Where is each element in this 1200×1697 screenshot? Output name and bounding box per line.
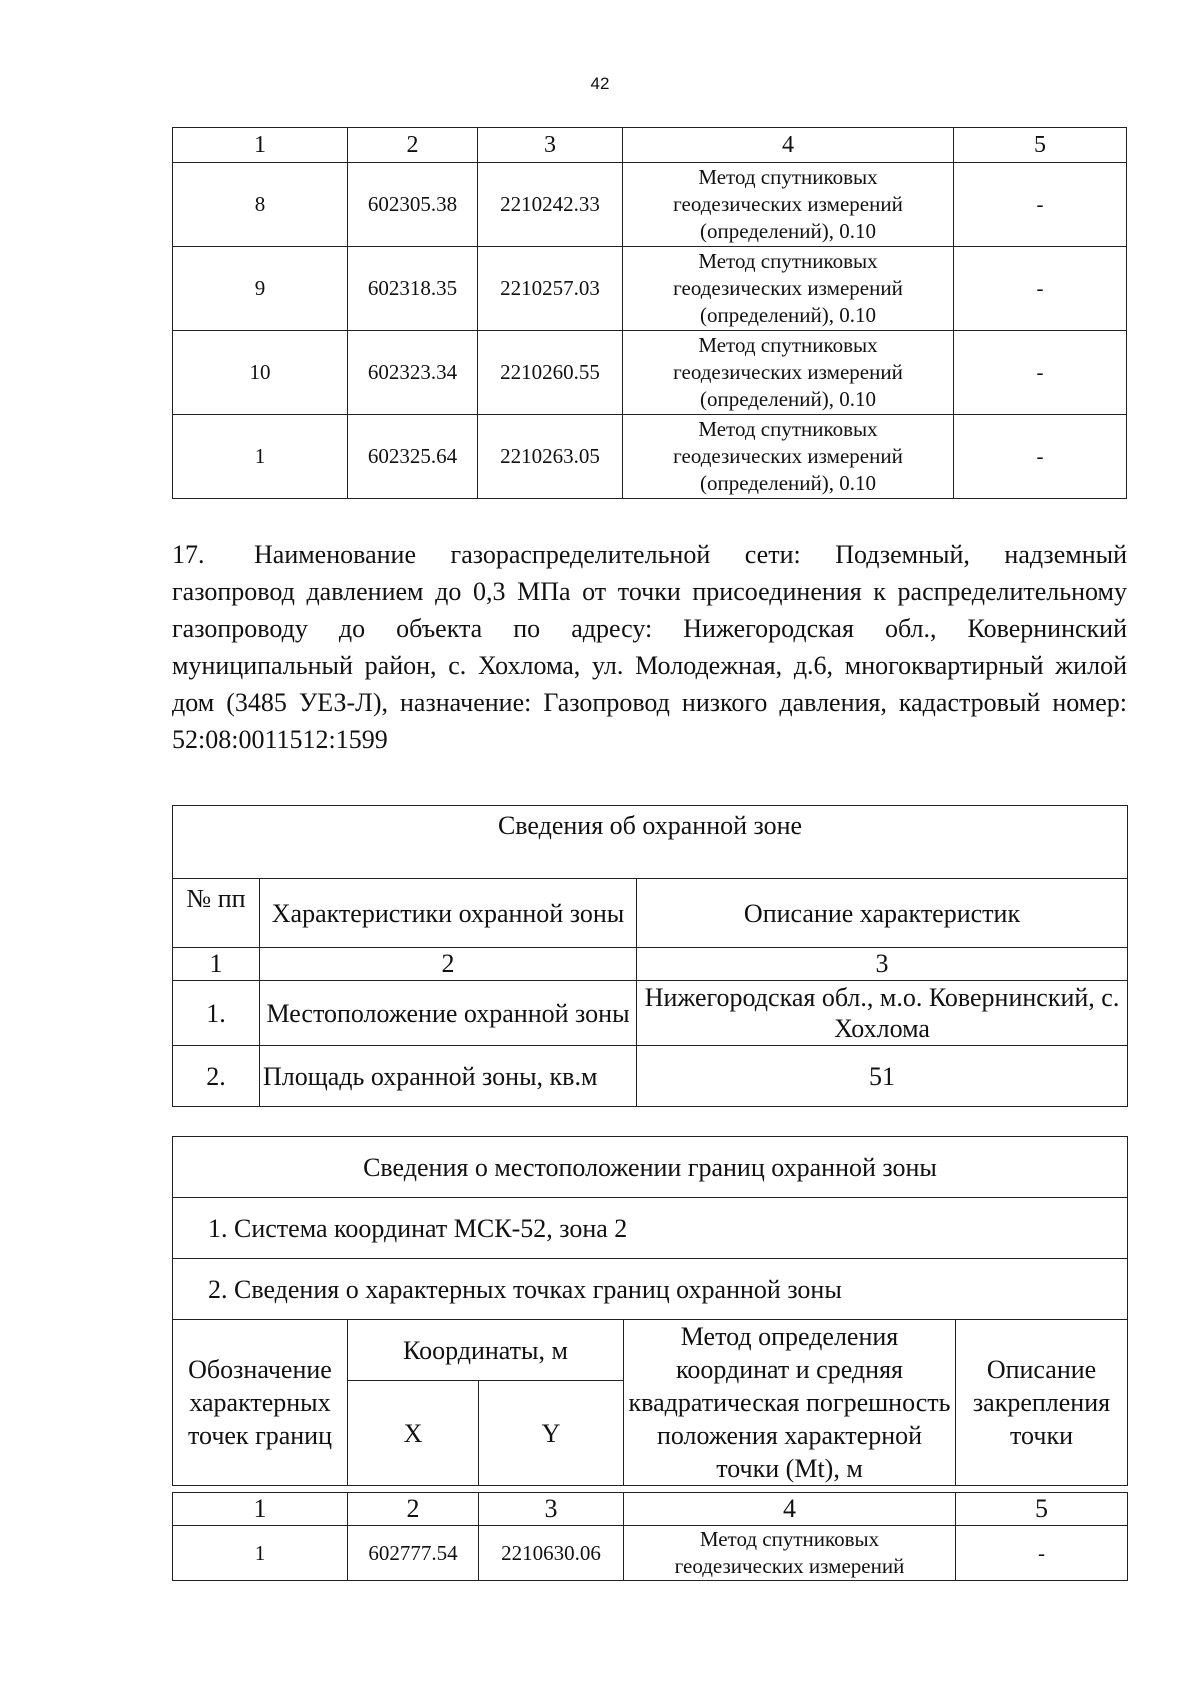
method-line: (определений), 0.10: [699, 471, 877, 495]
col-header-coordinates: Координаты, м: [348, 1320, 624, 1381]
table-title-row: [173, 1137, 1128, 1198]
fixation-desc: -: [954, 163, 1127, 247]
method-cell: [622, 331, 953, 415]
table-header-row: [173, 879, 1128, 948]
coord-y: 2210257.03: [478, 247, 623, 331]
protection-zone-table: [172, 805, 1128, 1107]
col-header-number: № пп: [173, 879, 260, 948]
col-header-designation: Обозначение характерных точек границ: [173, 1320, 348, 1486]
table-row: [173, 247, 1127, 331]
column-numbers-row: [173, 948, 1128, 981]
boundary-location-table: [172, 1136, 1128, 1581]
col-header-method: Метод определения координат и средняя квадратическая погрешность положения характерной точки (Mt), м: [624, 1320, 956, 1486]
row-number: 1.: [173, 981, 260, 1046]
table-header-row: [173, 1320, 1128, 1381]
method-line: Метод спутниковых: [698, 165, 878, 189]
column-numbers-row: [173, 1493, 1128, 1526]
point-number: 9: [173, 247, 348, 331]
col-number: 4: [624, 1493, 956, 1526]
col-number: 4: [622, 128, 953, 163]
coordinates-table-continued: [172, 127, 1127, 499]
point-number: 1: [173, 1526, 348, 1581]
gap-cell: [173, 1486, 1128, 1493]
col-header-y: Y: [479, 1381, 624, 1486]
fixation-desc: -: [954, 331, 1127, 415]
method-line: Метод спутниковых: [698, 249, 878, 273]
coordinate-system: 1. Система координат МСК-52, зона 2: [173, 1198, 1128, 1259]
table-header-row: [173, 128, 1127, 163]
table-row: [173, 163, 1127, 247]
col-number: 3: [479, 1493, 624, 1526]
coord-y: 2210242.33: [478, 163, 623, 247]
method-line: Метод спутниковых: [698, 333, 878, 357]
method-line: (определений), 0.10: [699, 387, 877, 411]
col-number: 5: [954, 128, 1127, 163]
row-number: 2.: [173, 1046, 260, 1107]
fixation-desc: -: [956, 1526, 1128, 1581]
table-row: [173, 331, 1127, 415]
coord-y: 2210263.05: [478, 415, 623, 499]
table-row: [173, 1046, 1128, 1107]
section-text: Наименование газораспределительной сети: Подземный, надземный газопровод давлением до 0,3 МПа от точки присоединения к распределительному газопроводу до объекта по адресу: Нижегородская обл., Ковернинский муниципальный район, с. Хохлома, ул. Молодежная, д.6, многоквартирный жилой дом (3485 УЕЗ-Л), назначение: Газопровод низкого давления, кадастровый номер: 52:08:0011512:1599: [172, 540, 1127, 754]
col-number: 2: [348, 1493, 479, 1526]
method-line: (определений), 0.10: [699, 303, 877, 327]
coordinate-system-row: [173, 1198, 1128, 1259]
method-cell: [622, 163, 953, 247]
col-header-description: Описание характеристик: [637, 879, 1128, 948]
point-number: 8: [173, 163, 348, 247]
fixation-desc: -: [954, 247, 1127, 331]
coord-y: 2210260.55: [478, 331, 623, 415]
coord-x: 602325.64: [347, 415, 477, 499]
table-row: [173, 415, 1127, 499]
characteristic-value: 51: [637, 1046, 1128, 1107]
col-header-x: X: [348, 1381, 479, 1486]
section-number: 17.: [172, 540, 205, 569]
coord-x: 602777.54: [348, 1526, 479, 1581]
table-title: Сведения об охранной зоне: [173, 806, 1128, 879]
method-cell: [622, 415, 953, 499]
characteristic-name: Площадь охранной зоны, кв.м: [260, 1046, 637, 1107]
fixation-desc: -: [954, 415, 1127, 499]
table-title-row: [173, 806, 1128, 879]
col-header-characteristics: Характеристики охранной зоны: [260, 879, 637, 948]
point-number: 1: [173, 415, 348, 499]
coord-y: 2210630.06: [479, 1526, 624, 1581]
method-line: Метод спутниковых: [699, 1527, 880, 1551]
method-line: Метод спутниковых: [698, 417, 878, 441]
col-number: 2: [260, 948, 637, 981]
coord-x: 602305.38: [347, 163, 477, 247]
method-line: геодезических измерений: [673, 192, 903, 216]
method-line: геодезических измерений: [673, 360, 903, 384]
col-number: 5: [956, 1493, 1128, 1526]
method-line: геодезических измерений: [673, 444, 903, 468]
col-header-fixation: Описание закрепления точки: [956, 1320, 1128, 1486]
table-row: [173, 981, 1128, 1046]
table-gap: [173, 1486, 1128, 1493]
coord-x: 602318.35: [347, 247, 477, 331]
method-line: геодезических измерений: [674, 1554, 905, 1578]
col-number: 1: [173, 1493, 348, 1526]
point-number: 10: [173, 331, 348, 415]
col-number: 2: [347, 128, 477, 163]
method-line: (определений), 0.10: [699, 219, 877, 243]
method-cell: [622, 247, 953, 331]
section-17-paragraph: [172, 536, 1127, 758]
col-number: 3: [478, 128, 623, 163]
page-number: 42: [590, 74, 610, 93]
col-number: 1: [173, 128, 348, 163]
points-title-row: [173, 1259, 1128, 1320]
col-number: 3: [637, 948, 1128, 981]
method-line: геодезических измерений: [673, 276, 903, 300]
table-title: Сведения о местоположении границ охранной зоны: [173, 1137, 1128, 1198]
col-number: 1: [173, 948, 260, 981]
characteristic-value: Нижегородская обл., м.о. Ковернинский, с. Хохлома: [637, 981, 1128, 1046]
characteristic-name: Местоположение охранной зоны: [260, 981, 637, 1046]
points-title: 2. Сведения о характерных точках границ охранной зоны: [173, 1259, 1128, 1320]
table-row: [173, 1526, 1128, 1581]
coord-x: 602323.34: [347, 331, 477, 415]
method-cell: [624, 1526, 956, 1581]
